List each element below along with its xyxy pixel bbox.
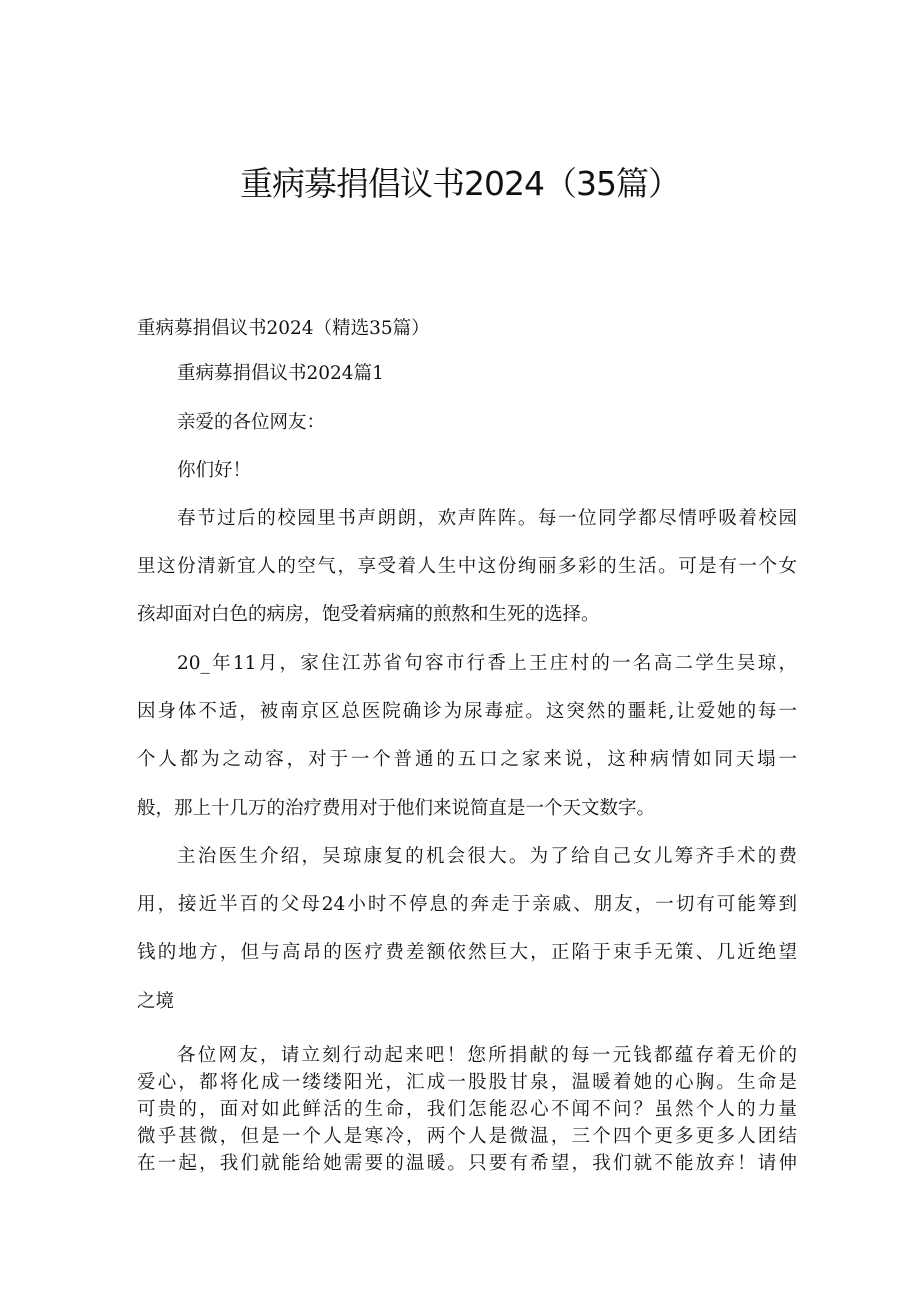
paragraph-1-line-2: 里这份清新宜人的空气，享受着人生中这份绚丽多彩的生活。可是有一个女 xyxy=(137,556,797,577)
document-subtitle: 重病募捐倡议书2024（精选35篇） xyxy=(137,318,430,339)
paragraph-4-line-4: 微乎甚微，但是一个人是寒冷，两个人是微温，三个四个更多更多人团结 xyxy=(137,1126,797,1147)
paragraph-4-line-2: 爱心，都将化成一缕缕阳光，汇成一股股甘泉，温暖着她的心胸。生命是 xyxy=(137,1072,797,1093)
salutation: 亲爱的各位网友： xyxy=(177,412,326,433)
paragraph-4-line-3: 可贵的，面对如此鲜活的生命，我们怎能忍心不闻不问？虽然个人的力量 xyxy=(137,1099,797,1120)
paragraph-2-line-2: 因身体不适，被南京区总医院确诊为尿毒症。这突然的噩耗,让爱她的每一 xyxy=(137,701,797,722)
paragraph-3-line-1: 主治医生介绍，吴琼康复的机会很大。为了给自己女儿筹齐手术的费 xyxy=(177,846,797,867)
paragraph-4-line-5: 在一起，我们就能给她需要的温暖。只要有希望，我们就不能放弃！请伸 xyxy=(137,1153,797,1174)
section-heading: 重病募捐倡议书2024篇1 xyxy=(177,363,384,384)
paragraph-1-line-3: 孩却面对白色的病房，饱受着病痛的煎熬和生死的选择。 xyxy=(137,604,600,625)
greeting: 你们好！ xyxy=(177,460,252,481)
paragraph-2-line-1: 20_年11月，家住江苏省句容市行香上王庄村的一名高二学生吴琼， xyxy=(177,653,797,674)
paragraph-2-line-4: 般，那上十几万的治疗费用对于他们来说简直是一个天文数字。 xyxy=(137,798,656,819)
paragraph-2-line-3: 个人都为之动容，对于一个普通的五口之家来说，这种病情如同天塌一 xyxy=(137,749,797,770)
document-title: 重病募捐倡议书2024（35篇） xyxy=(240,164,680,203)
paragraph-4-line-1: 各位网友，请立刻行动起来吧！您所捐献的每一元钱都蕴存着无价的 xyxy=(177,1045,797,1066)
paragraph-1-line-1: 春节过后的校园里书声朗朗，欢声阵阵。每一位同学都尽情呼吸着校园 xyxy=(177,508,797,529)
paragraph-3-line-2: 用，接近半百的父母24小时不停息的奔走于亲戚、朋友，一切有可能筹到 xyxy=(137,894,797,915)
paragraph-3-line-4: 之境 xyxy=(137,991,175,1012)
paragraph-3-line-3: 钱的地方，但与高昂的医疗费差额依然巨大，正陷于束手无策、几近绝望 xyxy=(137,942,797,963)
